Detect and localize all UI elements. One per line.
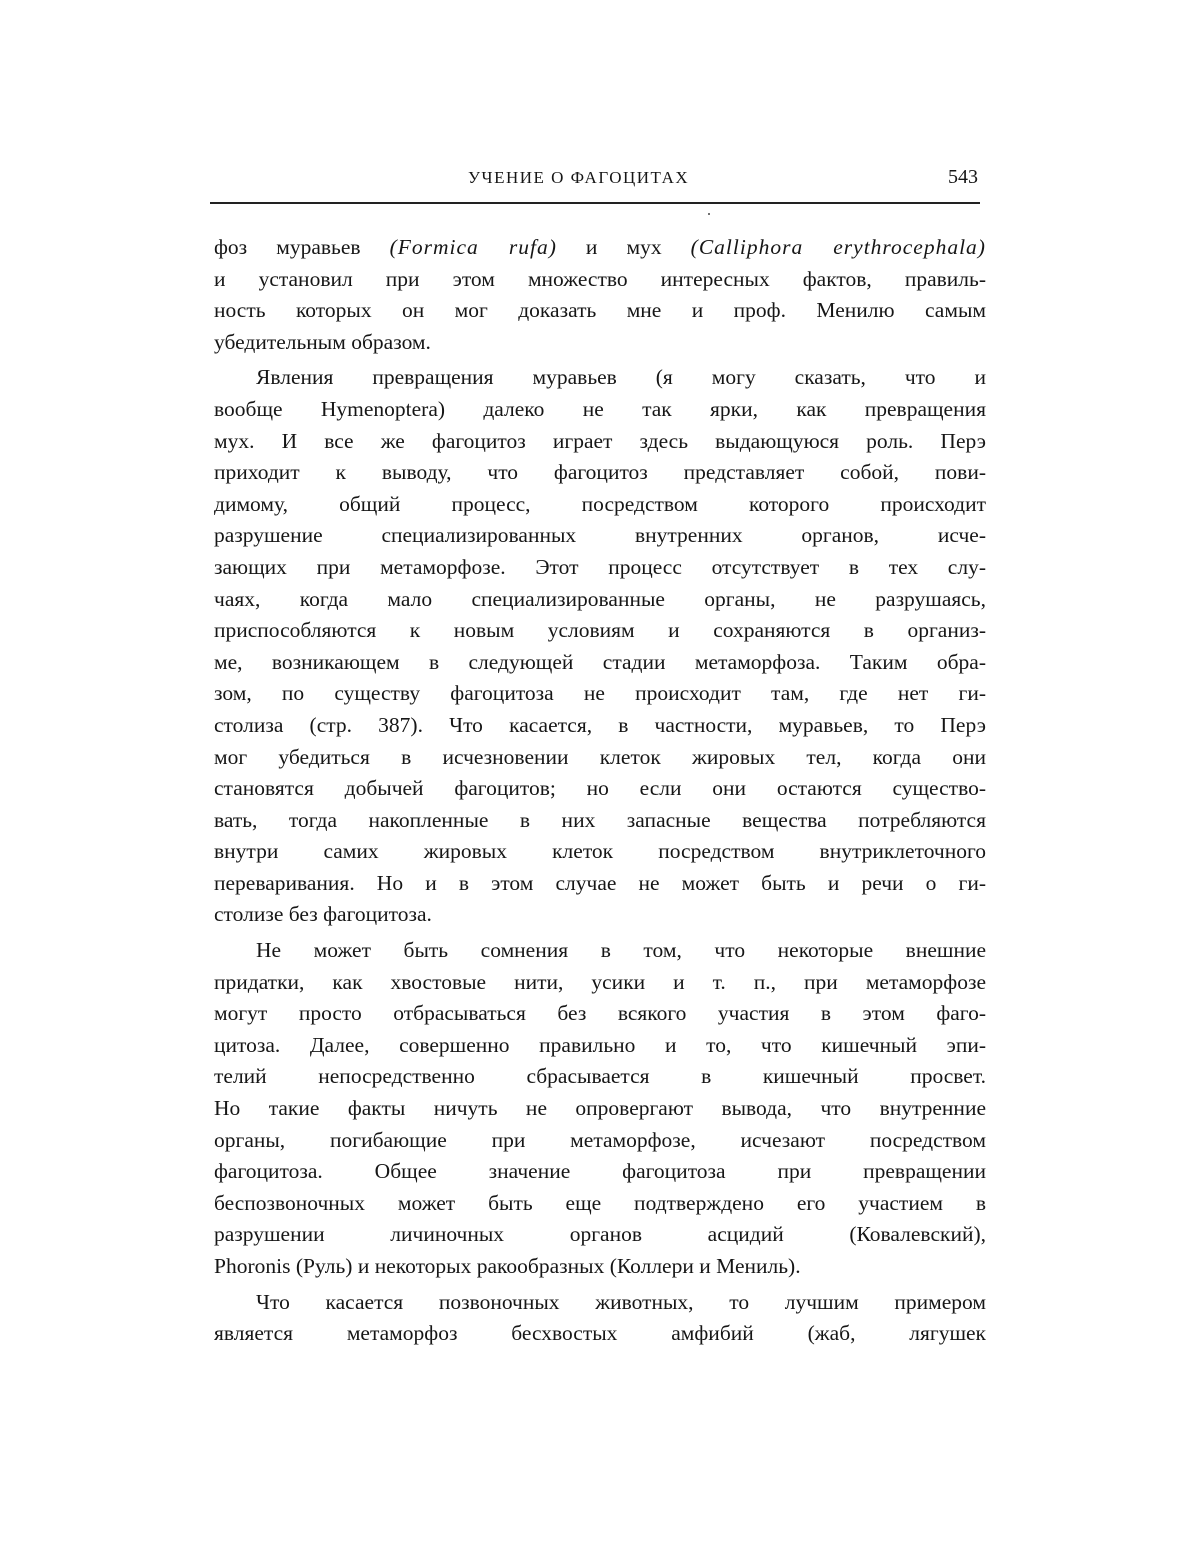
running-title: УЧЕНИЕ О ФАГОЦИТАХ bbox=[468, 168, 690, 187]
text-line bbox=[214, 295, 986, 327]
page-number: 543 bbox=[948, 166, 978, 188]
text-segment: цитоза. Далее, совершенно правильно и то, что кишечный эпи- bbox=[214, 1032, 986, 1057]
print-speck bbox=[708, 213, 710, 215]
text-line bbox=[214, 264, 986, 296]
text-line bbox=[214, 1219, 986, 1251]
text-line bbox=[214, 584, 986, 616]
text-line bbox=[214, 1125, 986, 1157]
text-line bbox=[214, 998, 986, 1030]
italic-segment: (Formica rufa) bbox=[389, 235, 557, 259]
text-segment: приспособляются к новым условиям и сохраняются в организ- bbox=[214, 618, 986, 643]
text-line bbox=[214, 520, 986, 552]
text-segment: становятся добычей фагоцитов; но если они остаются существо- bbox=[214, 776, 986, 801]
text-line bbox=[214, 1318, 986, 1350]
text-segment: разрушении личиночных органов асцидий (Ковалевский), bbox=[214, 1222, 986, 1247]
text-line bbox=[214, 1188, 986, 1220]
text-line bbox=[214, 489, 986, 521]
text-segment: фоз муравьев bbox=[214, 235, 390, 259]
body-text bbox=[214, 232, 986, 1350]
text-segment: телий непосредственно сбрасывается в кишечный просвет. bbox=[214, 1064, 986, 1089]
text-line bbox=[214, 1061, 986, 1093]
text-segment: столиза (стр. 387). Что касается, в частности, муравьев, то Перэ bbox=[214, 712, 986, 737]
text-line bbox=[214, 773, 986, 805]
running-head bbox=[210, 166, 982, 196]
text-line bbox=[214, 457, 986, 489]
text-segment: мог убедиться в исчезновении клеток жировых тел, когда они bbox=[214, 744, 986, 769]
text-segment: Не может быть сомнения в том, что некоторые внешние bbox=[256, 938, 986, 963]
text-segment: фагоцитоза. Общее значение фагоцитоза при превращении bbox=[214, 1159, 986, 1184]
text-segment: разрушение специализированных внутренних органов, исче- bbox=[214, 523, 986, 548]
text-segment: чаях, когда мало специализированные органы, не разрушаясь, bbox=[214, 586, 986, 611]
text-segment: вообще Hymenoptera) далеко не так ярки, как превращения bbox=[214, 396, 986, 421]
text-segment: внутри самих жировых клеток посредством внутриклеточного bbox=[214, 839, 986, 864]
text-line bbox=[214, 327, 986, 359]
paragraph bbox=[214, 362, 986, 931]
paragraph bbox=[214, 232, 986, 358]
text-line bbox=[214, 805, 986, 837]
text-segment: и установил при этом множество интересных фактов, правиль- bbox=[214, 266, 986, 291]
paragraph bbox=[214, 1287, 986, 1350]
text-line bbox=[214, 394, 986, 426]
paragraph bbox=[214, 935, 986, 1283]
text-segment: зом, по существу фагоцитоза не происходит там, где нет ги- bbox=[214, 681, 986, 706]
text-segment: органы, погибающие при метаморфозе, исчезают посредством bbox=[214, 1127, 986, 1152]
text-segment: столизе без фагоцитоза. bbox=[214, 902, 432, 927]
text-line bbox=[214, 1093, 986, 1125]
text-line bbox=[214, 426, 986, 458]
text-line bbox=[214, 868, 986, 900]
italic-segment: (Calliphora erythrocephala) bbox=[690, 235, 986, 259]
text-line bbox=[214, 678, 986, 710]
text-line bbox=[214, 1287, 986, 1319]
text-segment: могут просто отбрасываться без всякого участия в этом фаго- bbox=[214, 1001, 986, 1026]
text-segment: переваривания. Но и в этом случае не может быть и речи о ги- bbox=[214, 870, 986, 895]
text-line bbox=[214, 1030, 986, 1062]
text-line bbox=[214, 552, 986, 584]
text-line bbox=[214, 232, 986, 264]
text-segment: ность которых он мог доказать мне и проф. Менилю самым bbox=[214, 298, 986, 323]
text-line bbox=[214, 1251, 986, 1283]
text-segment: придатки, как хвостовые нити, усики и т. п., при метаморфозе bbox=[214, 969, 986, 994]
text-segment: Явления превращения муравьев (я могу сказать, что и bbox=[256, 365, 986, 390]
text-line bbox=[214, 742, 986, 774]
text-segment: вать, тогда накопленные в них запасные вещества потребляются bbox=[214, 807, 986, 832]
text-line bbox=[214, 1156, 986, 1188]
text-segment: приходит к выводу, что фагоцитоз представляет собой, пови- bbox=[214, 460, 986, 485]
text-line bbox=[214, 967, 986, 999]
text-segment: мух. И все же фагоцитоз играет здесь выдающуюся роль. Перэ bbox=[214, 428, 986, 453]
text-segment: и мух bbox=[556, 235, 691, 259]
text-segment: димому, общий процесс, посредством которого происходит bbox=[214, 491, 986, 516]
text-segment: убедительным образом. bbox=[214, 329, 431, 354]
text-segment: Но такие факты ничуть не опровергают вывода, что внутренние bbox=[214, 1096, 986, 1121]
text-line bbox=[214, 899, 986, 931]
text-line bbox=[214, 710, 986, 742]
header-rule bbox=[210, 202, 980, 204]
text-line bbox=[214, 362, 986, 394]
text-segment: ме, возникающем в следующей стадии метаморфоза. Таким обра- bbox=[214, 649, 986, 674]
text-segment: зающих при метаморфозе. Этот процесс отсутствует в тех слу- bbox=[214, 554, 986, 579]
text-line bbox=[214, 935, 986, 967]
text-segment: является метаморфоз бесхвостых амфибий (жаб, лягушек bbox=[214, 1321, 986, 1346]
text-line bbox=[214, 647, 986, 679]
text-line bbox=[214, 615, 986, 647]
text-segment: Phoronis (Руль) и некоторых ракообразных (Коллери и Мениль). bbox=[214, 1254, 801, 1278]
text-segment: беспозвоночных может быть еще подтверждено его участием в bbox=[214, 1190, 986, 1215]
text-segment: Что касается позвоночных животных, то лучшим примером bbox=[256, 1289, 986, 1314]
text-line bbox=[214, 836, 986, 868]
